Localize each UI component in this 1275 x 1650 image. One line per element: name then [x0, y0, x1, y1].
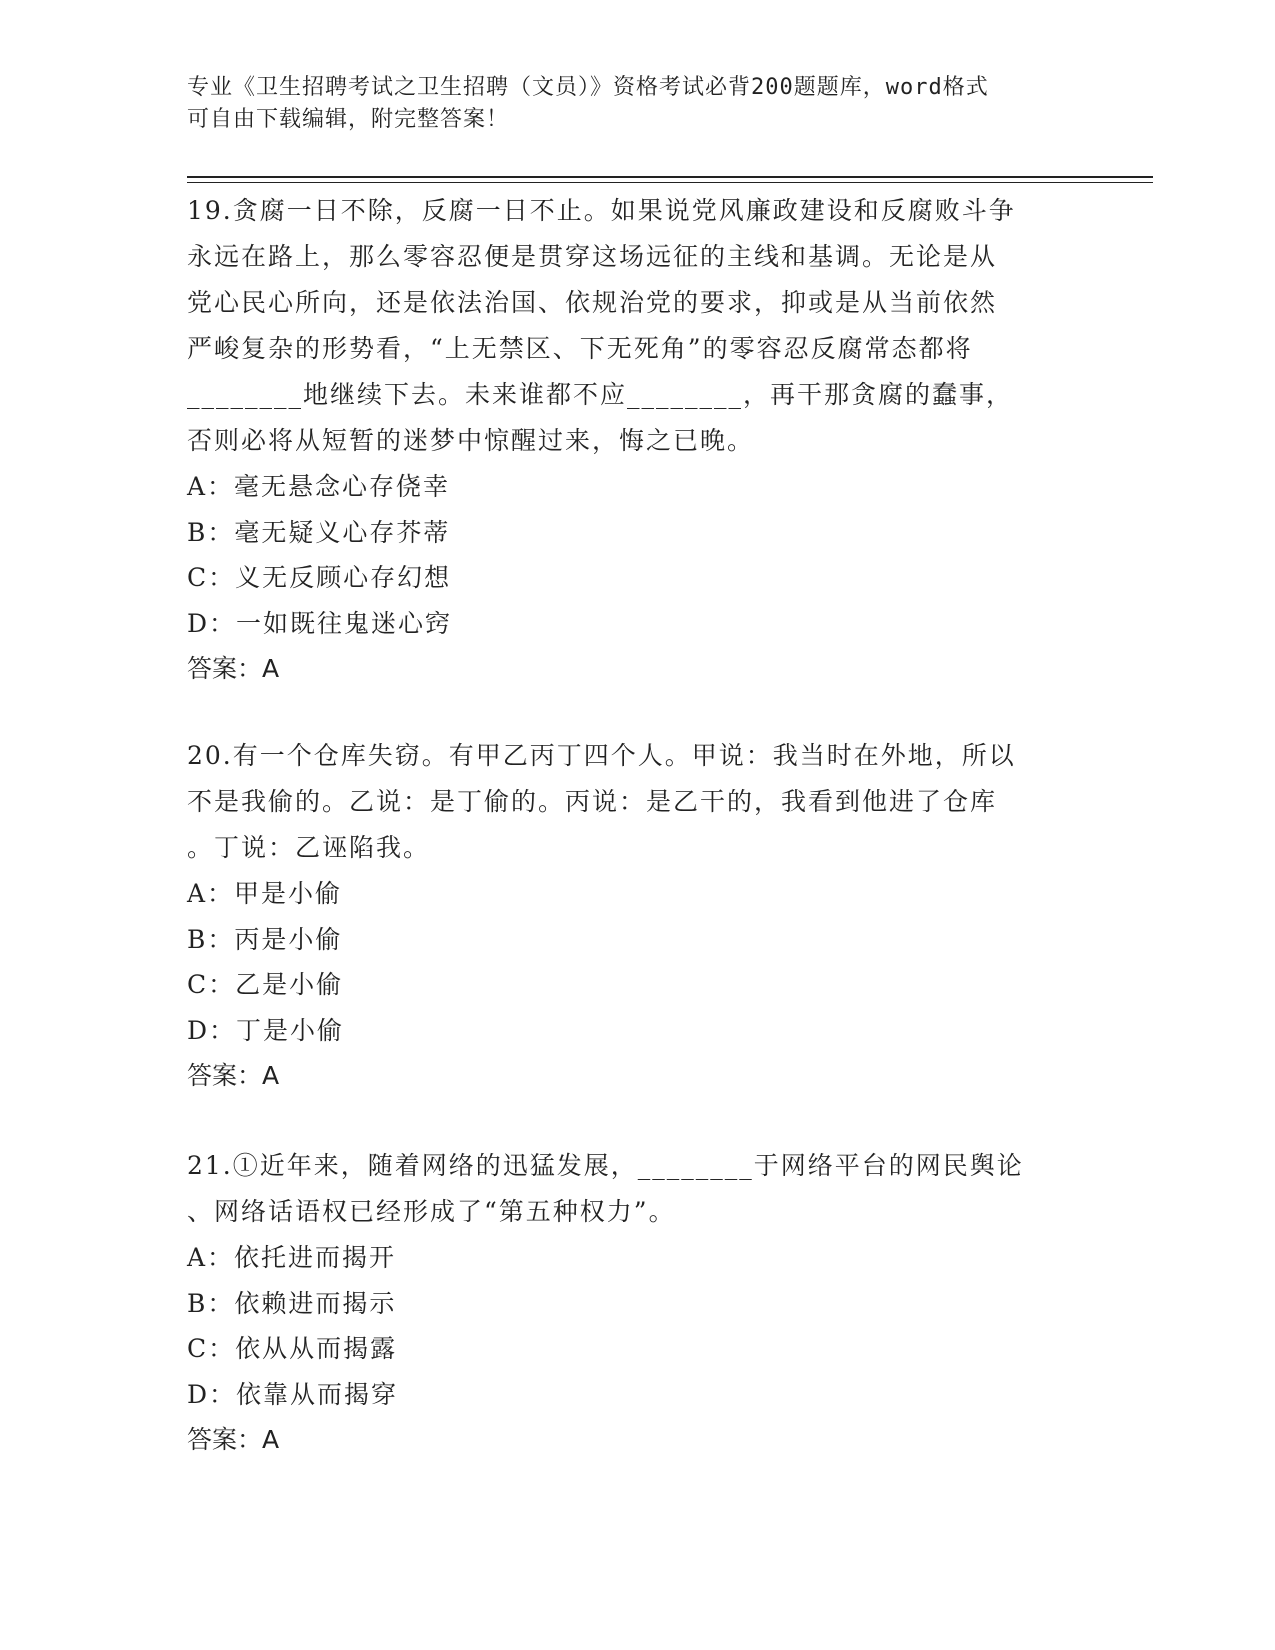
- question-text-line: 否则必将从短暂的迷梦中惊醒过来，悔之已晚。: [187, 426, 755, 455]
- option-b: B：毫无疑义心存芥蒂: [187, 517, 451, 547]
- option-a: A：甲是小偷: [187, 879, 343, 908]
- header-divider-thick: [187, 176, 1153, 178]
- answer-line: 答案：A: [187, 1425, 280, 1454]
- option-d: D：依靠从而揭穿: [187, 1379, 399, 1409]
- question-21: [187, 1143, 1087, 1463]
- question-text-line: ________地继续下去。未来谁都不应________，再干那贪腐的蠢事，: [187, 380, 1014, 409]
- option-b: B：依赖进而揭示: [187, 1288, 397, 1318]
- option-a: A：毫无悬念心存侥幸: [187, 472, 451, 501]
- option-b: B：丙是小偷: [187, 924, 343, 954]
- question-text-line: 21.①近年来，随着网络的迅猛发展，________于网络平台的网民舆论: [187, 1151, 1024, 1180]
- option-c: C：依从从而揭露: [187, 1334, 398, 1363]
- option-a: A：依托进而揭开: [187, 1243, 397, 1272]
- answer-line: 答案：A: [187, 654, 280, 683]
- option-c: C：乙是小偷: [187, 970, 344, 999]
- question-text-line: 。丁说：乙诬陷我。: [187, 833, 431, 862]
- option-d: D：丁是小偷: [187, 1015, 345, 1045]
- question-text-line: 党心民心所向，还是依法治国、依规治党的要求，抑或是从当前依然: [187, 288, 998, 317]
- header-line-1: 专业《卫生招聘考试之卫生招聘（文员）》资格考试必背200题题库，word格式: [187, 75, 989, 100]
- question-text-line: 19.贪腐一日不除，反腐一日不止。如果说党风廉政建设和反腐败斗争: [187, 196, 1016, 225]
- question-20: [187, 733, 1087, 1099]
- question-text-line: 、网络话语权已经形成了“第五种权力”。: [187, 1197, 676, 1226]
- option-d: D：一如既往鬼迷心窍: [187, 608, 453, 638]
- question-text-line: 严峻复杂的形势看，“上无禁区、下无死角”的零容忍反腐常态都将: [187, 334, 973, 363]
- header-divider-thin: [187, 182, 1153, 183]
- question-text-line: 20.有一个仓库失窃。有甲乙丙丁四个人。甲说：我当时在外地，所以: [187, 741, 1016, 770]
- option-c: C：义无反顾心存幻想: [187, 563, 452, 592]
- header-line-2: 可自由下载编辑，附完整答案！: [187, 107, 510, 132]
- question-19: [187, 188, 1087, 692]
- document-header: [187, 72, 1087, 136]
- answer-line: 答案：A: [187, 1061, 280, 1090]
- question-text-line: 不是我偷的。乙说：是丁偷的。丙说：是乙干的，我看到他进了仓库: [187, 787, 998, 816]
- question-text-line: 永远在路上，那么零容忍便是贯穿这场远征的主线和基调。无论是从: [187, 242, 998, 271]
